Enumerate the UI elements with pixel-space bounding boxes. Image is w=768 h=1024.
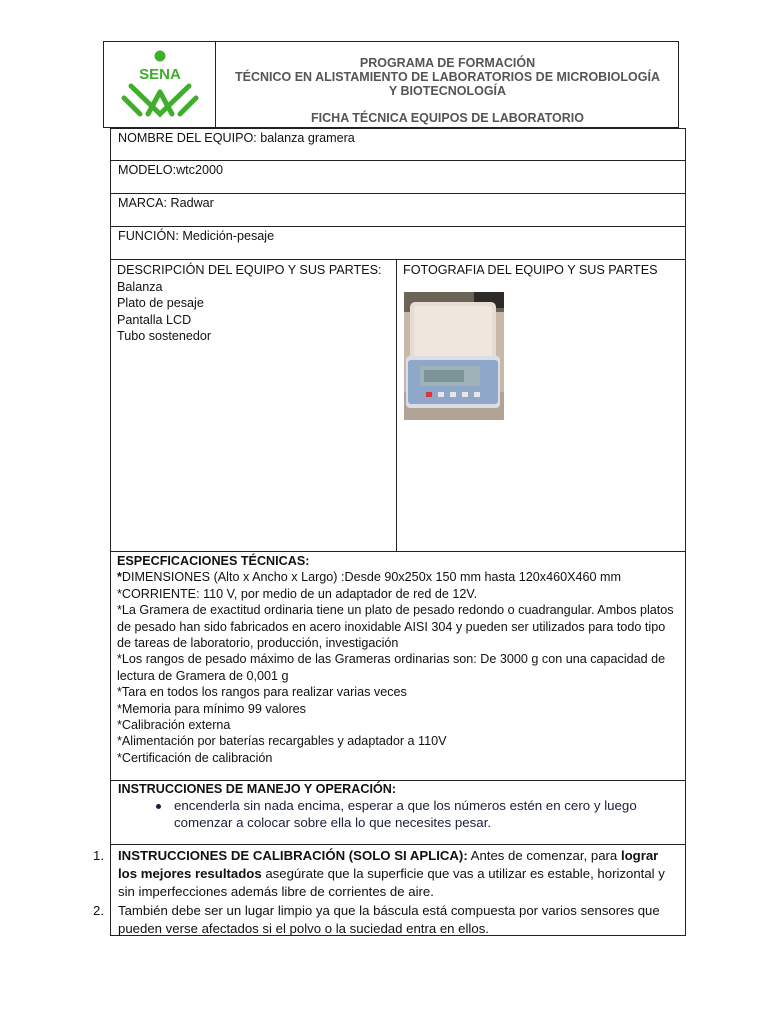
photo-cell xyxy=(398,260,685,551)
list-number-1: 1. xyxy=(93,848,104,863)
list-number-2: 2. xyxy=(93,903,104,918)
course-title: TÉCNICO EN ALISTAMIENTO DE LABORATORIOS DE MICROBIOLOGÍA xyxy=(234,70,660,84)
spec-line: *Certificación de calibración xyxy=(117,750,273,765)
description-cell xyxy=(111,260,397,551)
description-item: Plato de pesaje xyxy=(117,296,204,310)
row-funcion xyxy=(110,227,686,260)
description-item: Tubo sostenedor xyxy=(117,329,212,343)
course-title-cont: Y BIOTECNOLOGÍA xyxy=(388,84,507,98)
sheet-title: FICHA TÉCNICA EQUIPOS DE LABORATORIO xyxy=(311,111,584,125)
spec-line: *DIMENSIONES (Alto x Ancho x Largo) :Desde 90x250x 150 mm hasta 120x460X460 mm xyxy=(117,570,622,585)
calibration-title: INSTRUCCIONES DE CALIBRACIÓN (SOLO SI APLICA): xyxy=(118,848,468,863)
field-marca: MARCA: Radwar xyxy=(118,196,214,210)
logo-text: SENA xyxy=(139,66,181,83)
operation-title: INSTRUCCIONES DE MANEJO Y OPERACIÓN: xyxy=(118,782,397,796)
row-marca xyxy=(110,194,686,227)
field-modelo: MODELO:wtc2000 xyxy=(118,163,223,177)
sena-logo xyxy=(104,42,216,127)
photo-title: FOTOGRAFIA DEL EQUIPO Y SUS PARTES xyxy=(403,263,658,277)
field-funcion: FUNCIÓN: Medición-pesaje xyxy=(118,229,275,243)
spec-line: *Calibración externa xyxy=(117,718,231,733)
header-title-block xyxy=(217,42,678,127)
scale-photo xyxy=(404,292,504,420)
row-nombre xyxy=(110,128,686,161)
bullet-icon xyxy=(156,804,161,809)
spec-line: *Memoria para mínimo 99 valores xyxy=(117,701,306,716)
description-title: DESCRIPCIÓN DEL EQUIPO Y SUS PARTES: xyxy=(117,263,382,277)
calibration-cell xyxy=(110,845,686,936)
operation-bullet: encenderla sin nada encima, esperar a que los números estén en cero y luego comenzar a colocar sobre ella lo que necesites pesar. xyxy=(118,798,678,831)
spec-line: *Tara en todos los rangos para realizar varias veces xyxy=(117,685,407,700)
description-item: Pantalla LCD xyxy=(117,312,192,327)
program-title: PROGRAMA DE FORMACIÓN xyxy=(359,56,536,70)
description-photo-row xyxy=(110,260,686,552)
operation-instructions-cell xyxy=(110,781,686,845)
spec-line: *Alimentación por baterías recargables y adaptador a 110V xyxy=(117,734,447,749)
logo-cell xyxy=(104,42,216,127)
description-item: Balanza xyxy=(117,279,163,294)
header-table xyxy=(103,41,679,128)
calibration-item-1: INSTRUCCIONES DE CALIBRACIÓN (SOLO SI APLICA): Antes de comenzar, para lograr los mejores resultados asegúrate que la superficie que vas a utilizar es estable, horizontal y sin imperfecciones además libre de corrientes de aire. xyxy=(118,848,665,900)
field-nombre: NOMBRE DEL EQUIPO: balanza gramera xyxy=(118,131,355,145)
specs-title: ESPECFICACIONES TÉCNICAS: xyxy=(117,554,310,568)
specifications-cell xyxy=(110,552,686,781)
spec-line: *La Gramera de exactitud ordinaria tiene un plato de pesado redondo o cuadrangular. Ambos platos de pesado han sido fabricados en acero inoxidable AISI 304 y pueden ser utilizados para todo tipo de tareas de laboratorio, producción, investigación xyxy=(117,603,674,651)
calibration-item-2: También debe ser un lugar limpio ya que la báscula está compuesta por varios sensores que pueden verse afectados si el polvo o la suciedad entra en ellos. xyxy=(118,902,660,936)
spec-line: *CORRIENTE: 110 V, por medio de un adaptador de red de 12V. xyxy=(117,586,478,601)
row-modelo xyxy=(110,161,686,194)
spec-line: *Los rangos de pesado máximo de las Grameras ordinarias son: De 3000 g con una capacidad de lectura de Gramera de 0,001 g xyxy=(117,652,666,683)
